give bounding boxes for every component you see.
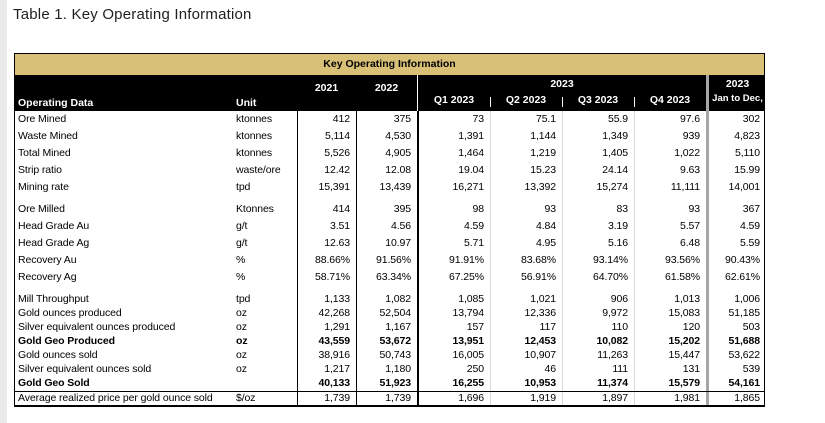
cell-value: 375 <box>356 111 417 128</box>
cell-value: 939 <box>634 128 706 145</box>
cell-value: 539 <box>706 363 766 377</box>
cell-value: 13,794 <box>417 307 490 321</box>
cell-value: 302 <box>706 111 766 128</box>
cell-value: 1,021 <box>490 293 562 307</box>
table-row <box>15 307 764 321</box>
cell-value: 4,530 <box>356 128 417 145</box>
table-row <box>15 321 764 335</box>
row-label: Strip ratio <box>18 164 62 176</box>
header-2021: 2021 <box>314 82 339 94</box>
header-unit: Unit <box>236 97 257 109</box>
row-unit: % <box>236 254 246 266</box>
cell-value: 1,219 <box>490 145 562 162</box>
table-row <box>15 128 764 145</box>
cell-value: 11,374 <box>562 377 634 391</box>
cell-value: 10.97 <box>356 235 417 252</box>
cell-value: 117 <box>490 321 562 335</box>
cell-value: 5.59 <box>706 235 766 252</box>
row-unit <box>233 377 297 391</box>
row-label: Silver equivalent ounces produced <box>18 321 176 333</box>
cell-value: 15.23 <box>490 162 562 179</box>
cell-value: 51,185 <box>706 307 766 321</box>
cell-value: 75.1 <box>490 111 562 128</box>
gap-cell <box>634 286 706 293</box>
cell-value: 91.56% <box>356 252 417 269</box>
cell-value: 1,144 <box>490 128 562 145</box>
row-label: Ore Mined <box>18 113 67 125</box>
gap-cell <box>417 286 490 293</box>
cell-value: 40,133 <box>297 377 356 391</box>
table-row <box>15 145 764 162</box>
cell-value: 15,579 <box>634 377 706 391</box>
cell-value: 5.71 <box>417 235 490 252</box>
row-unit: Ktonnes <box>236 203 274 215</box>
cell-value: 1,217 <box>297 363 356 377</box>
cell-value: 4.59 <box>417 218 490 235</box>
header-ytd-year: 2023 <box>725 78 750 90</box>
row-label: Silver equivalent ounces sold <box>18 363 152 375</box>
cell-value: 43,559 <box>297 335 356 349</box>
cell-value: 120 <box>634 321 706 335</box>
cell-value: 63.34% <box>356 269 417 286</box>
table-row <box>15 252 764 269</box>
cell-value: 1,082 <box>356 293 417 307</box>
cell-value: 55.9 <box>562 111 634 128</box>
cell-value: 3.19 <box>562 218 634 235</box>
cell-value: 83 <box>562 201 634 218</box>
cell-value: 54,161 <box>706 377 766 391</box>
page-margin-strip <box>0 0 7 423</box>
cell-value: 46 <box>490 363 562 377</box>
cell-value: 90.43% <box>706 252 766 269</box>
cell-value: 1,464 <box>417 145 490 162</box>
cell-value: 12.63 <box>297 235 356 252</box>
gap-cell <box>490 286 562 293</box>
cell-value: 50,743 <box>356 349 417 363</box>
cell-value: 3.51 <box>297 218 356 235</box>
cell-value: 53,672 <box>356 335 417 349</box>
cell-value: 93 <box>634 201 706 218</box>
cell-value: 12,453 <box>490 335 562 349</box>
cell-value: 395 <box>356 201 417 218</box>
header-q4-2023: Q4 2023 <box>634 91 706 111</box>
cell-value: 97.6 <box>634 111 706 128</box>
cell-value: 5,114 <box>297 128 356 145</box>
table-row <box>15 391 764 405</box>
cell-value: 51,923 <box>356 377 417 391</box>
cell-value: 1,006 <box>706 293 766 307</box>
cell-value: 1,981 <box>634 392 706 405</box>
header-2022: 2022 <box>374 82 399 94</box>
cell-value: 111 <box>562 363 634 377</box>
header-2023-group-label: 2023 <box>550 78 574 90</box>
gap-cell <box>297 286 356 293</box>
cell-value: 15,447 <box>634 349 706 363</box>
gap-cell <box>706 286 766 293</box>
gap-cell <box>15 286 233 293</box>
header-q2-2023: Q2 2023 <box>490 91 562 111</box>
cell-value: 5.57 <box>634 218 706 235</box>
row-label: Total Mined <box>18 147 71 159</box>
cell-value: 1,167 <box>356 321 417 335</box>
gap-cell <box>233 286 297 293</box>
row-label: Average realized price per gold ounce sold <box>18 392 213 404</box>
row-unit: ktonnes <box>236 113 273 125</box>
cell-value: 98 <box>417 201 490 218</box>
cell-value: 4,823 <box>706 128 766 145</box>
cell-value: 10,082 <box>562 335 634 349</box>
cell-value: 93 <box>490 201 562 218</box>
cell-value: 93.14% <box>562 252 634 269</box>
table-row <box>15 218 764 235</box>
gap-cell <box>562 286 634 293</box>
cell-value: 367 <box>706 201 766 218</box>
section-gap-row <box>15 286 764 293</box>
cell-value: 13,951 <box>417 335 490 349</box>
cell-value: 93.56% <box>634 252 706 269</box>
cell-value: 16,005 <box>417 349 490 363</box>
row-label: Recovery Ag <box>18 271 77 283</box>
cell-value: 4,905 <box>356 145 417 162</box>
row-unit: oz <box>236 321 247 333</box>
cell-value: 157 <box>417 321 490 335</box>
row-unit: tpd <box>236 181 251 193</box>
table-row <box>15 377 764 391</box>
cell-value: 15.99 <box>706 162 766 179</box>
table-row <box>15 269 764 286</box>
row-unit: g/t <box>236 220 248 232</box>
cell-value: 1,405 <box>562 145 634 162</box>
cell-value: 1,897 <box>562 392 634 405</box>
cell-value: 5,526 <box>297 145 356 162</box>
cell-value: 13,439 <box>356 179 417 196</box>
cell-value: 42,268 <box>297 307 356 321</box>
table-row <box>15 293 764 307</box>
table-body <box>15 111 764 405</box>
cell-value: 53,622 <box>706 349 766 363</box>
row-label: Waste Mined <box>18 130 78 142</box>
cell-value: 88.66% <box>297 252 356 269</box>
cell-value: 91.91% <box>417 252 490 269</box>
cell-value: 1,013 <box>634 293 706 307</box>
row-label: Gold ounces produced <box>18 307 122 319</box>
cell-value: 5.16 <box>562 235 634 252</box>
row-label: Recovery Au <box>18 254 77 266</box>
row-unit: tpd <box>236 293 251 305</box>
cell-value: 16,271 <box>417 179 490 196</box>
cell-value: 1,739 <box>356 392 417 405</box>
cell-value: 15,391 <box>297 179 356 196</box>
row-unit: ktonnes <box>236 147 273 159</box>
row-label: Gold ounces sold <box>18 349 98 361</box>
cell-value: 1,391 <box>417 128 490 145</box>
row-unit: oz <box>236 307 247 319</box>
cell-value: 9,972 <box>562 307 634 321</box>
cell-value: 1,865 <box>706 392 766 405</box>
cell-value: 13,392 <box>490 179 562 196</box>
header-operating-data: Operating Data <box>18 97 94 109</box>
cell-value: 64.70% <box>562 269 634 286</box>
row-unit: ktonnes <box>236 130 273 142</box>
table-row <box>15 335 764 349</box>
table-row <box>15 363 764 377</box>
table-row <box>15 235 764 252</box>
cell-value: 67.25% <box>417 269 490 286</box>
cell-value: 62.61% <box>706 269 766 286</box>
cell-value: 906 <box>562 293 634 307</box>
cell-value: 4.56 <box>356 218 417 235</box>
cell-value: 4.59 <box>706 218 766 235</box>
header-q3-2023: Q3 2023 <box>562 91 634 111</box>
header-q1-2023: Q1 2023 <box>433 94 475 106</box>
header-2023-group <box>417 75 706 111</box>
table-row <box>15 111 764 128</box>
table-row <box>15 179 764 196</box>
cell-value: 1,739 <box>297 392 356 405</box>
cell-value: 1,085 <box>417 293 490 307</box>
cell-value: 1,696 <box>417 392 490 405</box>
cell-value: 503 <box>706 321 766 335</box>
row-unit: oz <box>236 363 247 375</box>
cell-value: 131 <box>634 363 706 377</box>
row-label: Mill Throughput <box>18 293 89 305</box>
cell-value: 12.42 <box>297 162 356 179</box>
cell-value: 10,907 <box>490 349 562 363</box>
cell-value: 1,180 <box>356 363 417 377</box>
gap-cell <box>356 286 417 293</box>
table-row <box>15 349 764 363</box>
row-label: Mining rate <box>18 181 69 193</box>
cell-value: 250 <box>417 363 490 377</box>
cell-value: 61.58% <box>634 269 706 286</box>
cell-value: 9.63 <box>634 162 706 179</box>
row-unit: oz <box>236 349 247 361</box>
cell-value: 24.14 <box>562 162 634 179</box>
cell-value: 1,919 <box>490 392 562 405</box>
cell-value: 73 <box>417 111 490 128</box>
cell-value: 11,111 <box>634 179 706 196</box>
header-quarters <box>418 91 706 111</box>
row-unit: % <box>236 271 246 283</box>
cell-value: 38,916 <box>297 349 356 363</box>
cell-value: 10,953 <box>490 377 562 391</box>
cell-value: 4.84 <box>490 218 562 235</box>
table-header-row <box>15 75 764 111</box>
row-label: Ore Milled <box>18 203 65 215</box>
row-label: Head Grade Au <box>18 220 90 232</box>
header-2023-ytd <box>706 75 766 111</box>
cell-value: 12,336 <box>490 307 562 321</box>
page-title: Table 1. Key Operating Information <box>13 6 252 23</box>
cell-value: 14,001 <box>706 179 766 196</box>
cell-value: 1,133 <box>297 293 356 307</box>
cell-value: 51,688 <box>706 335 766 349</box>
row-unit: g/t <box>236 237 248 249</box>
cell-value: 56.91% <box>490 269 562 286</box>
cell-value: 83.68% <box>490 252 562 269</box>
row-label: Head Grade Ag <box>18 237 90 249</box>
cell-value: 12.08 <box>356 162 417 179</box>
row-label: Gold Geo Sold <box>18 377 90 389</box>
row-unit: waste/ore <box>236 164 281 176</box>
cell-value: 414 <box>297 201 356 218</box>
cell-value: 1,349 <box>562 128 634 145</box>
cell-value: 16,255 <box>417 377 490 391</box>
cell-value: 5,110 <box>706 145 766 162</box>
row-label: Gold Geo Produced <box>18 335 115 347</box>
key-operating-table <box>14 53 765 407</box>
table-row <box>15 162 764 179</box>
cell-value: 110 <box>562 321 634 335</box>
header-ytd-range: Jan to Dec, <box>712 93 763 104</box>
table-row <box>15 201 764 218</box>
cell-value: 6.48 <box>634 235 706 252</box>
cell-value: 15,202 <box>634 335 706 349</box>
row-unit: oz <box>236 335 248 347</box>
cell-value: 11,263 <box>562 349 634 363</box>
cell-value: 52,504 <box>356 307 417 321</box>
cell-value: 15,083 <box>634 307 706 321</box>
table-banner: Key Operating Information <box>15 54 764 75</box>
cell-value: 4.95 <box>490 235 562 252</box>
cell-value: 1,291 <box>297 321 356 335</box>
cell-value: 15,274 <box>562 179 634 196</box>
cell-value: 58.71% <box>297 269 356 286</box>
cell-value: 1,022 <box>634 145 706 162</box>
cell-value: 412 <box>297 111 356 128</box>
cell-value: 19.04 <box>417 162 490 179</box>
row-unit: $/oz <box>236 392 256 404</box>
